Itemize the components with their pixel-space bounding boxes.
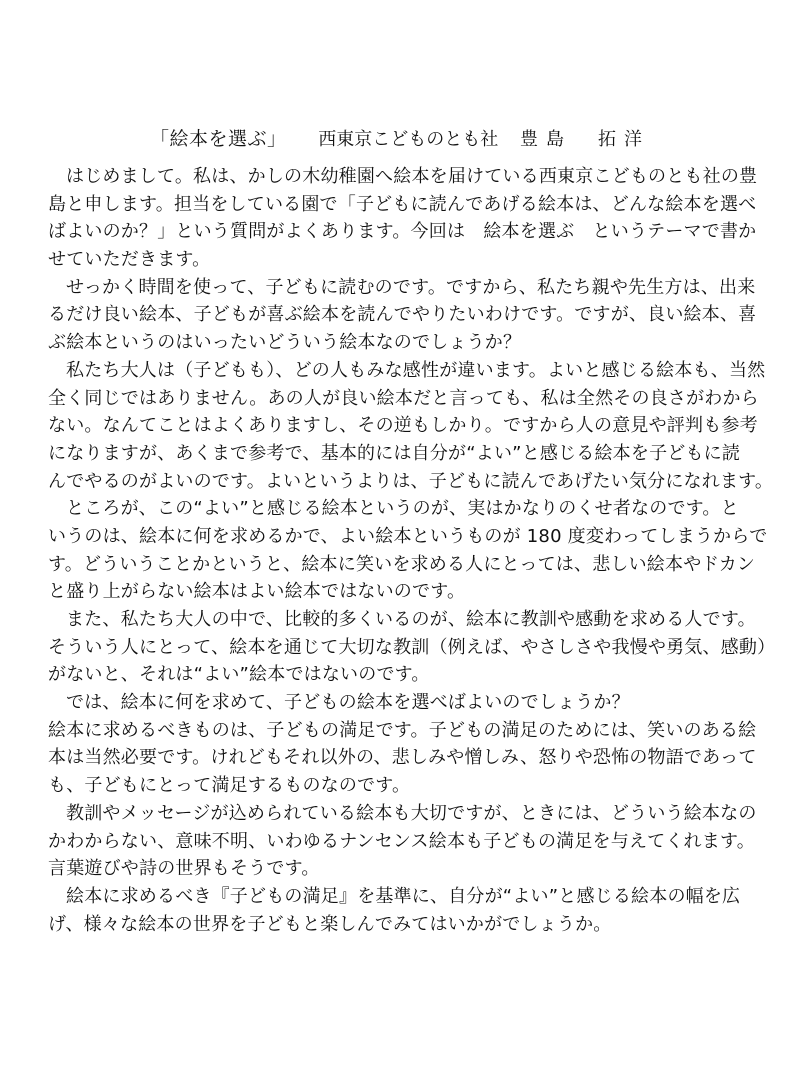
text-line: 私たち大人は（子どもも）、どの人もみな感性が違います。よいと感じる絵本も、当然 [66, 359, 766, 381]
organization-name: 西東京こどものとも社 [318, 129, 499, 150]
document-header [0, 126, 800, 153]
text-line: も、子どもにとって満足するものなのです。 [48, 775, 411, 797]
text-line: ばよいのか？」という質問がよくあります。今回は 絵本を選ぶ というテーマで書か [48, 221, 757, 243]
text-line: では、絵本に何を求めて、子どもの絵本を選べばよいのでしょうか？ [66, 692, 630, 714]
text-line: になりますが、あくまで参考で、基本的には自分が“よい”と感じる絵本を子どもに読 [48, 442, 741, 464]
text-line: ない。なんてことはよくありますし、その逆もしかり。ですから人の意見や評判も参考 [48, 415, 758, 437]
text-line: はじめまして。私は、かしの木幼稚園へ絵本を届けている西東京こどものとも社の豊 [66, 166, 758, 187]
text-line: げ、様々な絵本の世界を子どもと楽しんでみてはいかがでしょうか。 [48, 913, 612, 935]
text-line: そういう人にとって、絵本を通じて大切な教訓（例えば、やさしさや我慢や勇気、感動） [48, 636, 776, 658]
text-line: んでやるのがよいのです。よいというよりは、子どもに読んであげたい気分になれます。 [48, 470, 774, 492]
document-body [48, 163, 776, 938]
text-line: 言葉遊びや詩の世界もそうです。 [48, 858, 320, 880]
text-line: いうのは、絵本に何を求めるかで、よい絵本というものが 180 度変わってしまうからで [48, 525, 768, 547]
text-line: 絵本に求めるべき『子どもの満足』を基準に、自分が“よい”と感じる絵本の幅を広 [66, 885, 741, 907]
document-title: 「絵本を選ぶ」 [150, 128, 287, 150]
text-line: ぶ絵本というのはいったいどういう絵本なのでしょうか？ [48, 332, 522, 354]
text-line: 全く同じではありません。あの人が良い絵本だと言っても、私は全然その良さがわから [48, 387, 759, 409]
text-line: と盛り上がらない絵本はよい絵本ではないのです。 [48, 581, 466, 603]
text-line: がないと、それは“よい”絵本ではないのです。 [48, 664, 430, 686]
text-line: また、私たち大人の中で、比較的多くいるのが、絵本に教訓や感動を求める人です。 [66, 609, 756, 630]
text-line: かわからない、意味不明、いわゆるナンセンス絵本も子どもの満足を与えてくれます。 [48, 830, 755, 852]
text-line: せっかく時間を使って、子どもに読むのです。ですから、私たち親や先生方は、出来 [66, 276, 756, 298]
text-line: 教訓やメッセージが込められている絵本も大切ですが、ときには、どういう絵本なの [66, 802, 757, 824]
text-line: 絵本に求めるべきものは、子どもの満足です。子どもの満足のためには、笑いのある絵 [48, 719, 757, 741]
author-name: 豊島 拓洋 [519, 129, 650, 150]
text-line: ところが、この“よい”と感じる絵本というのが、実はかなりのくせ者なのです。と [66, 498, 739, 520]
text-line: 島と申します。担当をしている園で「子どもに読んであげる絵本は、どんな絵本を選べ [48, 193, 757, 215]
text-line: す。どういうことかというと、絵本に笑いを求める人にとっては、悲しい絵本やドカン [48, 553, 756, 575]
text-line: るだけ良い絵本、子どもが喜ぶ絵本を読んでやりたいわけです。ですが、良い絵本、喜 [48, 304, 757, 326]
text-line: せていただきます。 [48, 249, 211, 271]
text-line: 本は当然必要です。けれどもそれ以外の、悲しみや憎しみ、怒りや恐怖の物語であって [48, 747, 757, 769]
